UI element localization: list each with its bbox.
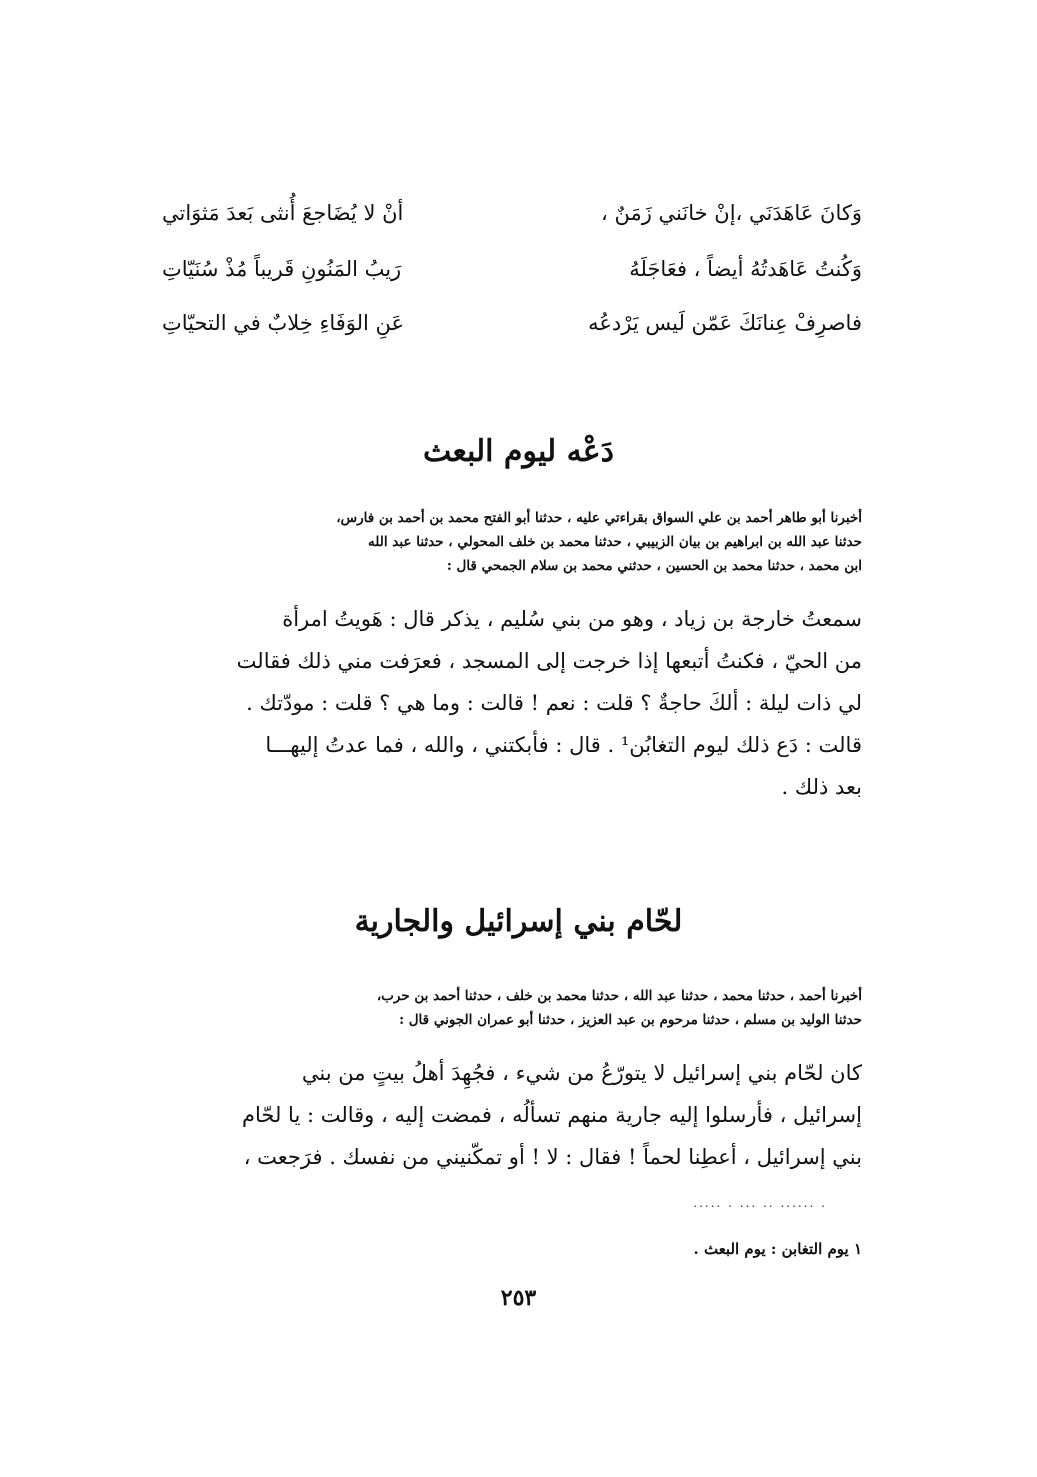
section-body <box>172 1052 862 1178</box>
poem-hemistich-right: وَكانَ عَاهَدَنَي ،إنْ خانَني زَمَنٌ ، <box>601 201 862 225</box>
isnad-line: ابن محمد ، حدثنا محمد بن الحسين ، حدثني محمد بن سلام الجمحي قال : <box>446 558 862 574</box>
footnote <box>172 1238 862 1260</box>
page-number: ٢٥٣ <box>500 1285 537 1311</box>
section-title: دَعْه ليوم البعث <box>423 434 614 469</box>
poem-hemistich-left: عَنِ الوَفَاءِ خِلابٌ في التحيّاتِ <box>162 311 405 335</box>
body-line: بعد ذلك . <box>781 775 862 799</box>
section-body <box>172 598 862 808</box>
body-line: إسرائيل ، فأرسلوا إليه جارية منهم تسألُه ، فمضت إليه ، وقالت : يا لحّام <box>242 1103 862 1127</box>
body-line: قالت : دَع ذلك ليوم التغابُن¹ . قال : فأبكتني ، والله ، فما عدتُ إليهـــا <box>265 733 862 757</box>
poem-hemistich-left: رَيبُ المَنُونِ قَريباً مُذْ سُنَيّاتِ <box>162 257 402 281</box>
body-line: كان لحّام بني إسرائيل لا يتورّعُ من شيء ، فجُهِدَ أهلُ بيتٍ من بني <box>301 1061 862 1085</box>
poem-hemistich-left: أنْ لا يُضَاجعَ أُنثى بَعدَ مَثوَاتي <box>162 201 404 225</box>
poem-line-3 <box>162 308 862 338</box>
isnad-line: أخبرنا أبو طاهر أحمد بن علي السواق بقراءتي عليه ، حدثنا أبو الفتح محمد بن أحمد بن فارس، <box>336 510 862 526</box>
body-line: من الحيّ ، فكنتُ أتبعها إذا خرجت إلى المسجد ، فعرَفت مني ذلك فقالت <box>236 649 862 673</box>
isnad-block <box>172 984 862 1032</box>
body-line: سمعتُ خارجة بن زياد ، وهو من بني سُليم ، يذكر قال : هَويتُ امرأة <box>282 607 862 631</box>
isnad-line: حدثنا الوليد بن مسلم ، حدثنا مرحوم بن عبد العزيز ، حدثنا أبو عمران الجوني قال : <box>399 1012 862 1028</box>
ellipsis-dots: . ...... .. ... . ..... <box>693 1196 827 1210</box>
body-line: لي ذات ليلة : ألكَ حاجةٌ ؟ قلت : نعم ! قالت : وما هي ؟ قلت : مودّتك . <box>246 691 862 715</box>
isnad-line: أخبرنا أحمد ، حدثنا محمد ، حدثنا عبد الله ، حدثنا محمد بن خلف ، حدثنا أحمد بن حرب، <box>376 988 862 1004</box>
isnad-line: حدثنا عبد الله بن ابراهيم بن بيان الزبيبي ، حدثنا محمد بن خلف المحولي ، حدثنا عبد الله <box>368 534 862 550</box>
body-line: بني إسرائيل ، أعطِنا لحماً ! فقال : لا ! أو تمكّنيني من نفسك . فرَجعت ، <box>243 1145 862 1169</box>
poem-hemistich-right: وَكُنتُ عَاهَدتُهُ أيضاً ، فعَاجَلَهُ <box>629 257 862 281</box>
footnote-text: ١ يوم التغابن : يوم البعث . <box>693 1240 862 1258</box>
poem-line-2 <box>162 254 862 284</box>
poem-hemistich-right: فاصرِفْ عِنانَكَ عَمّن لَيس يَرْدعُه <box>588 311 862 335</box>
section-title: لحّام بني إسرائيل والجارية <box>354 904 683 939</box>
isnad-block <box>172 506 862 578</box>
poem-line-1 <box>162 198 862 228</box>
